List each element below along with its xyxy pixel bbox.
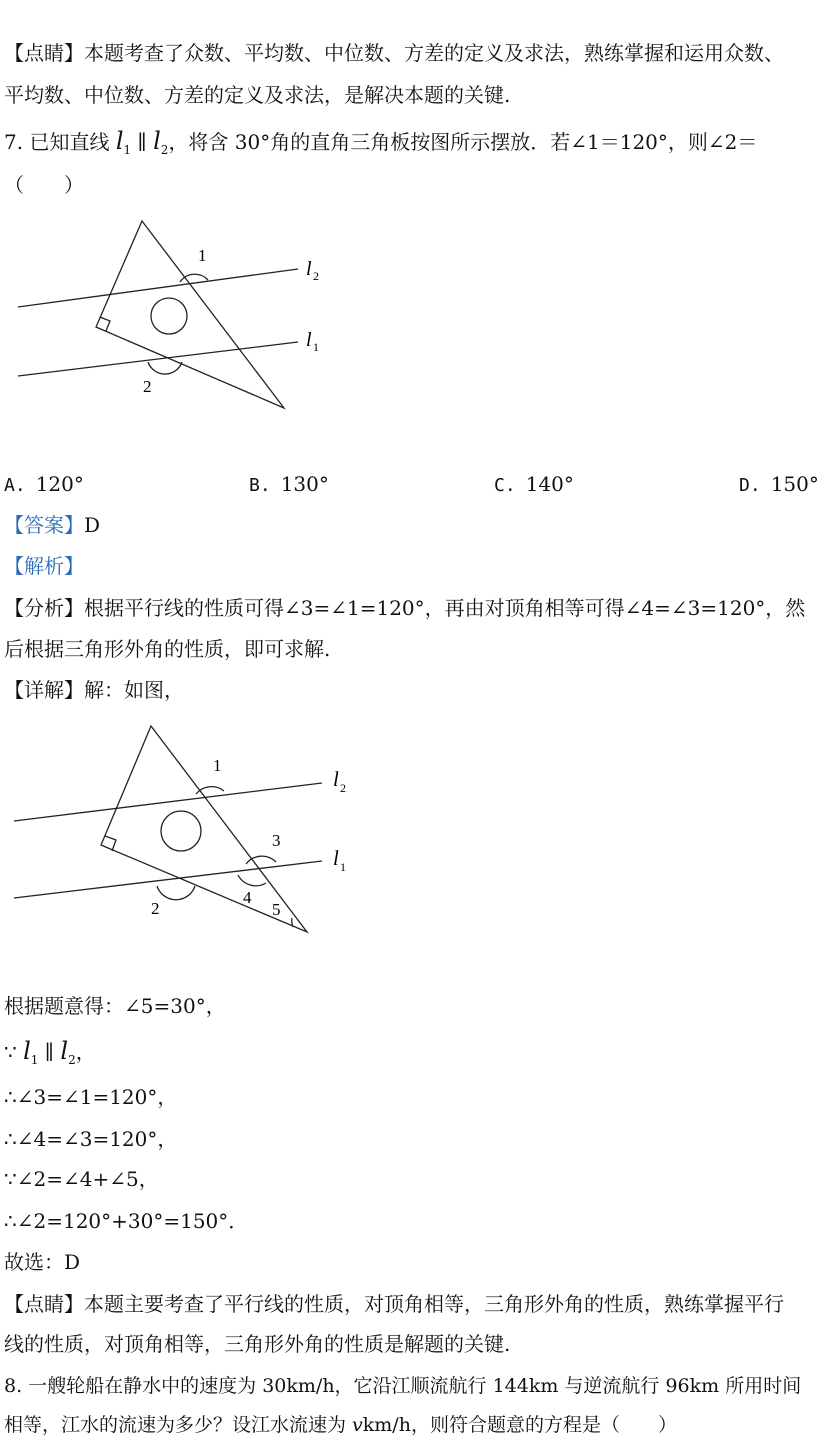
- q7-blank: （ ）: [4, 173, 84, 197]
- option-value: 130°: [280, 472, 329, 496]
- label-l2: l: [306, 258, 312, 280]
- q7-stem: [4, 129, 757, 162]
- label-l1-sub: 1: [313, 340, 319, 354]
- step-2: ∴∠3=∠1=120°，: [4, 1085, 178, 1109]
- line-symbol: l: [60, 1037, 69, 1065]
- angle-label-2: 2: [151, 899, 160, 918]
- fenxi-tag: 【分析】: [4, 596, 84, 620]
- note-tag: 【点睛】: [4, 1292, 84, 1316]
- q7-note-line-2: 线的性质，对顶角相等，三角形外角的性质是解题的关键.: [4, 1332, 511, 1356]
- angle-label-1: 1: [198, 246, 207, 265]
- q8-line-1: 8. 一艘轮船在静水中的速度为 30km/h，它沿江顺流航行 144km 与逆流航行 96km 所用时间: [4, 1375, 802, 1397]
- note-tag: 【点睛】: [4, 41, 84, 65]
- option-c: [494, 472, 574, 498]
- subscript: 2: [160, 143, 169, 157]
- parallel-symbol: ∥: [137, 130, 147, 154]
- angle-label-4: 4: [243, 888, 252, 907]
- subscript: 2: [68, 1053, 76, 1067]
- label-l1-sub: 1: [340, 860, 346, 874]
- label-l1: l: [306, 329, 312, 351]
- label-l1: l: [333, 846, 339, 870]
- step-parallel: [4, 1039, 96, 1072]
- line-symbol: l: [115, 127, 124, 155]
- q8-line-2: [4, 1413, 677, 1437]
- angle-arc-2: [148, 362, 182, 374]
- triangle: [96, 221, 284, 408]
- angle-arc-4: [238, 875, 266, 886]
- variable-v: v: [352, 1414, 363, 1436]
- angle-label-3: 3: [272, 831, 281, 850]
- answer-line: [4, 513, 100, 537]
- option-key: D.: [739, 475, 761, 496]
- subscript: 1: [30, 1053, 39, 1067]
- option-b: [249, 472, 329, 498]
- q8-text: km/h，则符合题意的方程是（ ）: [362, 1414, 677, 1436]
- figure-1: [0, 205, 340, 420]
- option-key: A.: [4, 475, 26, 496]
- note-text: 本题主要考查了平行线的性质，对顶角相等，三角形外角的性质，熟练掌握平行: [84, 1292, 784, 1316]
- step-5: ∴∠2=120°+30°=150°．: [4, 1209, 249, 1233]
- option-a: [4, 472, 84, 498]
- parallel-symbol: ∥: [44, 1040, 55, 1064]
- triangle-hole: [161, 811, 201, 851]
- stem-text: 已知直线: [29, 130, 110, 154]
- stem-text: ，将含 30°角的直角三角板按图所示摆放．若∠1＝120°，则∠2＝: [168, 130, 758, 154]
- option-key: B.: [249, 475, 271, 496]
- triangle-hole: [151, 298, 187, 334]
- step-4: ∵∠2=∠4+∠5，: [4, 1167, 159, 1191]
- angle-arc-5: [292, 918, 293, 927]
- xiangjie-tag: 【详解】: [4, 678, 84, 702]
- step-6: 故选：D: [4, 1250, 81, 1274]
- because-symbol: ∵: [4, 1040, 17, 1064]
- subscript: 1: [123, 143, 132, 157]
- note-text: 本题考查了众数、平均数、中位数、方差的定义及求法，熟练掌握和运用众数、: [84, 41, 784, 65]
- angle-arc-1: [180, 274, 208, 282]
- option-d: [739, 472, 819, 498]
- fenxi-text: 根据平行线的性质可得∠3=∠1=120°，再由对顶角相等可得∠4=∠3=120°，然: [84, 596, 806, 620]
- xiangjie-text: 解：如图，: [84, 678, 184, 702]
- answer-value: D: [84, 513, 101, 537]
- step-1: 根据题意得：∠5=30°，: [4, 994, 226, 1018]
- option-value: 140°: [525, 472, 574, 496]
- option-key: C.: [494, 475, 516, 496]
- line-l1: [14, 861, 322, 898]
- angle-label-5: 5: [272, 900, 281, 919]
- prev-note-line-2: 平均数、中位数、方差的定义及求法，是解决本题的关键.: [4, 83, 511, 107]
- angle-arc-1: [196, 787, 224, 794]
- line-symbol: l: [23, 1037, 31, 1065]
- answer-tag: 【答案】: [4, 513, 84, 537]
- angle-label-2: 2: [143, 377, 152, 396]
- question-number: 7.: [4, 130, 24, 154]
- q8-text: 相等，江水的流速为多少？设江水流速为: [4, 1414, 353, 1436]
- fenxi-line-2: 后根据三角形外角的性质，即可求解.: [4, 637, 331, 661]
- option-value: 150°: [770, 472, 819, 496]
- angle-label-1: 1: [213, 756, 222, 775]
- label-l2: l: [333, 767, 339, 791]
- fenxi-line-1: [4, 596, 805, 620]
- q7-note-line-1: [4, 1292, 784, 1316]
- analysis-tag: 【解析】: [4, 554, 84, 578]
- comma: ，: [75, 1040, 96, 1064]
- angle-arc-2: [157, 886, 195, 900]
- line-symbol: l: [153, 127, 161, 155]
- step-3: ∴∠4=∠3=120°，: [4, 1127, 178, 1151]
- prev-note-line-1: [4, 41, 784, 65]
- figure-2: [0, 715, 370, 950]
- xiangjie-line: [4, 678, 184, 702]
- label-l2-sub: 2: [313, 269, 319, 283]
- option-value: 120°: [35, 472, 84, 496]
- label-l2-sub: 2: [340, 781, 346, 795]
